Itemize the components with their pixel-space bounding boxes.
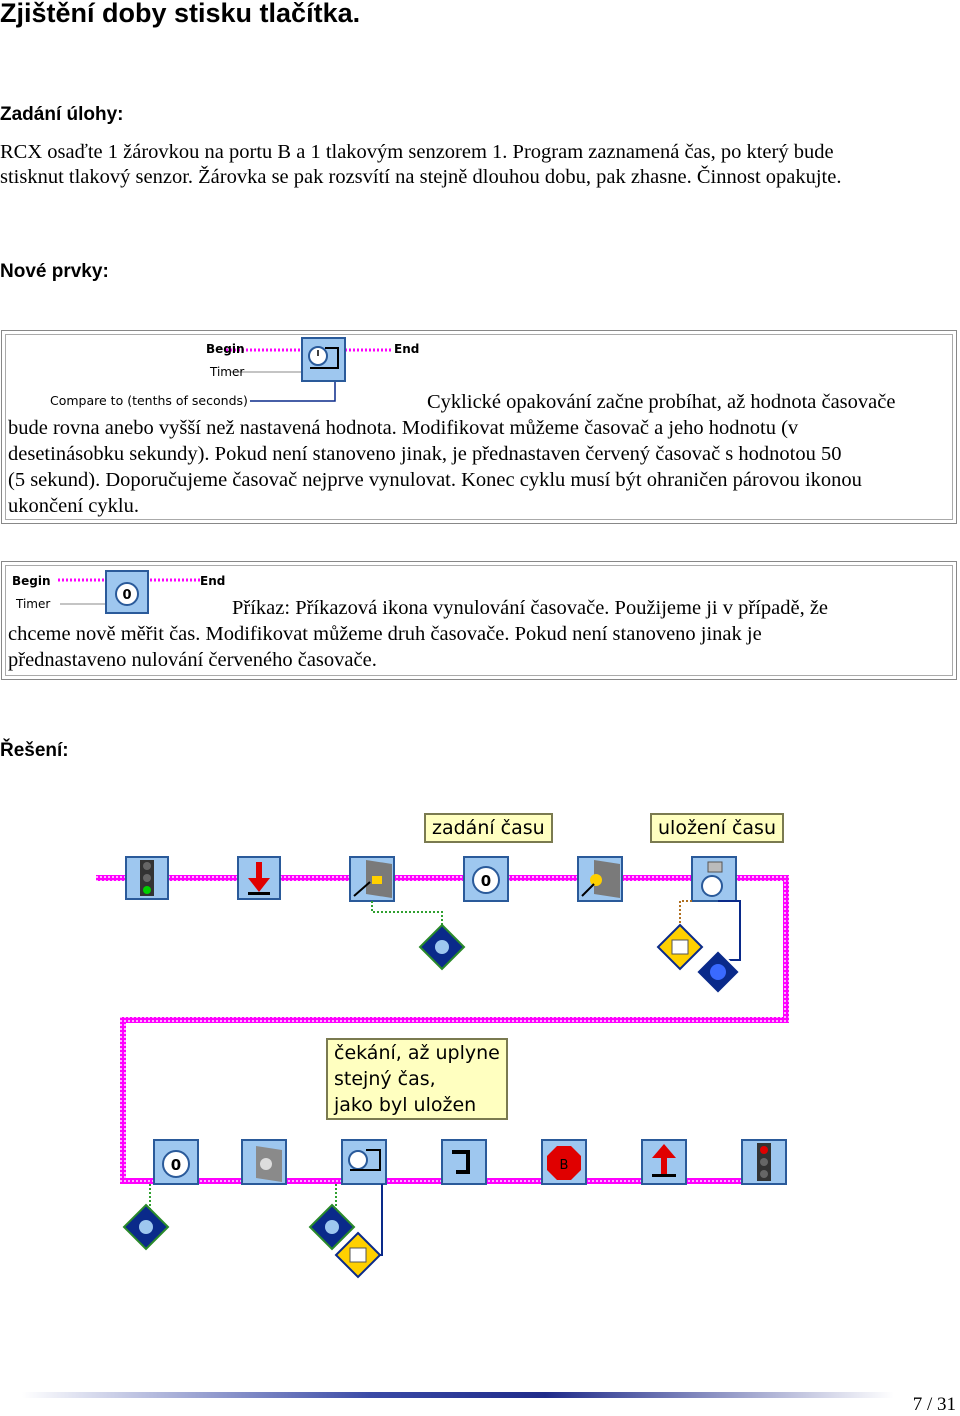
task-heading: Zadání úlohy: [0,104,124,125]
sensor-release-icon [578,857,622,901]
timer-wait-icon [342,1140,386,1184]
box1-line-1: Cyklické opakování začne probíhat, až hodnota časovače [427,391,896,413]
traffic-light-icon [742,1140,786,1184]
timer-diamond-icon [420,925,464,969]
box1-line-4: (5 sekund). Doporučujeme časovač nejprve vynulovat. Konec cyklu musí být ohraničen párovou ikonou [8,469,862,491]
page-number: 7 / 31 [912,1394,956,1415]
variable-diamond-icon [658,925,702,969]
stop-letter: B [559,1158,569,1173]
arrow-down-icon [238,857,280,899]
box2-begin-label: Begin [12,574,51,588]
task-line-2: stisknut tlakový senzor. Žárovka se pak rozsvítí na stejně dlouhou dobu, pak zhasne. Činnost opakujte. [0,166,842,188]
timer-reset-icon [464,857,508,901]
task-line-1: RCX osaďte 1 žárovkou na portu B a 1 tlakovým senzorem 1. Program zaznamená čas, po který bude [0,141,834,163]
footer-bar [22,1392,894,1398]
jump-icon [442,1140,486,1184]
lamp-on-icon [242,1140,286,1184]
sensor-wait-icon [350,857,394,901]
page-title: Zjištění doby stisku tlačítka. [0,0,361,28]
note-start-time: zadání času [424,813,553,843]
timer-reset-icon [154,1140,198,1184]
note-wait-time: čekání, až uplyne stejný čas, jako byl uložen [326,1038,508,1120]
arrow-up-icon [642,1140,686,1184]
box1-compare-label: Compare to (tenths of seconds) [50,393,248,408]
box2-timer-label: Timer [16,597,51,611]
new-elements-heading: Nové prvky: [0,261,109,282]
box1-line-2: bude rovna anebo vyšší než nastavená hodnota. Modifikovat můžeme časovač a jeho hodnotu (v [8,417,799,439]
box2-line-1: Příkaz: Příkazová ikona vynulování časovače. Použijeme ji v případě, že [232,597,829,619]
timer-store-icon [692,857,736,901]
stop-icon [542,1140,586,1184]
box1-line-5: ukončení cyklu. [8,495,139,517]
svg-text:0: 0 [122,588,132,603]
box1-line-3: desetinásobku sekundy). Pokud není stanoveno jinak, je přednastaven červený časovač s hodnotou 50 [8,443,842,465]
box2-line-2: chceme nově měřit čas. Modifikovat můžeme druh časovače. Pokud není stanoveno jinak je [8,623,762,645]
note-save-time: uložení času [650,813,784,843]
traffic-light-icon [126,857,168,899]
box2-end-label: End [200,574,226,588]
box1-timer-label: Timer [210,365,245,379]
box1-end-label: End [394,342,420,356]
box1-begin-label: Begin [206,342,245,356]
svg-text:0: 0 [480,872,492,890]
timer-diamond-icon [124,1205,168,1249]
box2-line-3: přednastaveno nulování červeného časovače. [8,649,377,671]
timer-diamond-icon [696,950,740,994]
svg-text:0: 0 [170,1156,182,1174]
solution-heading: Řešení: [0,740,69,761]
